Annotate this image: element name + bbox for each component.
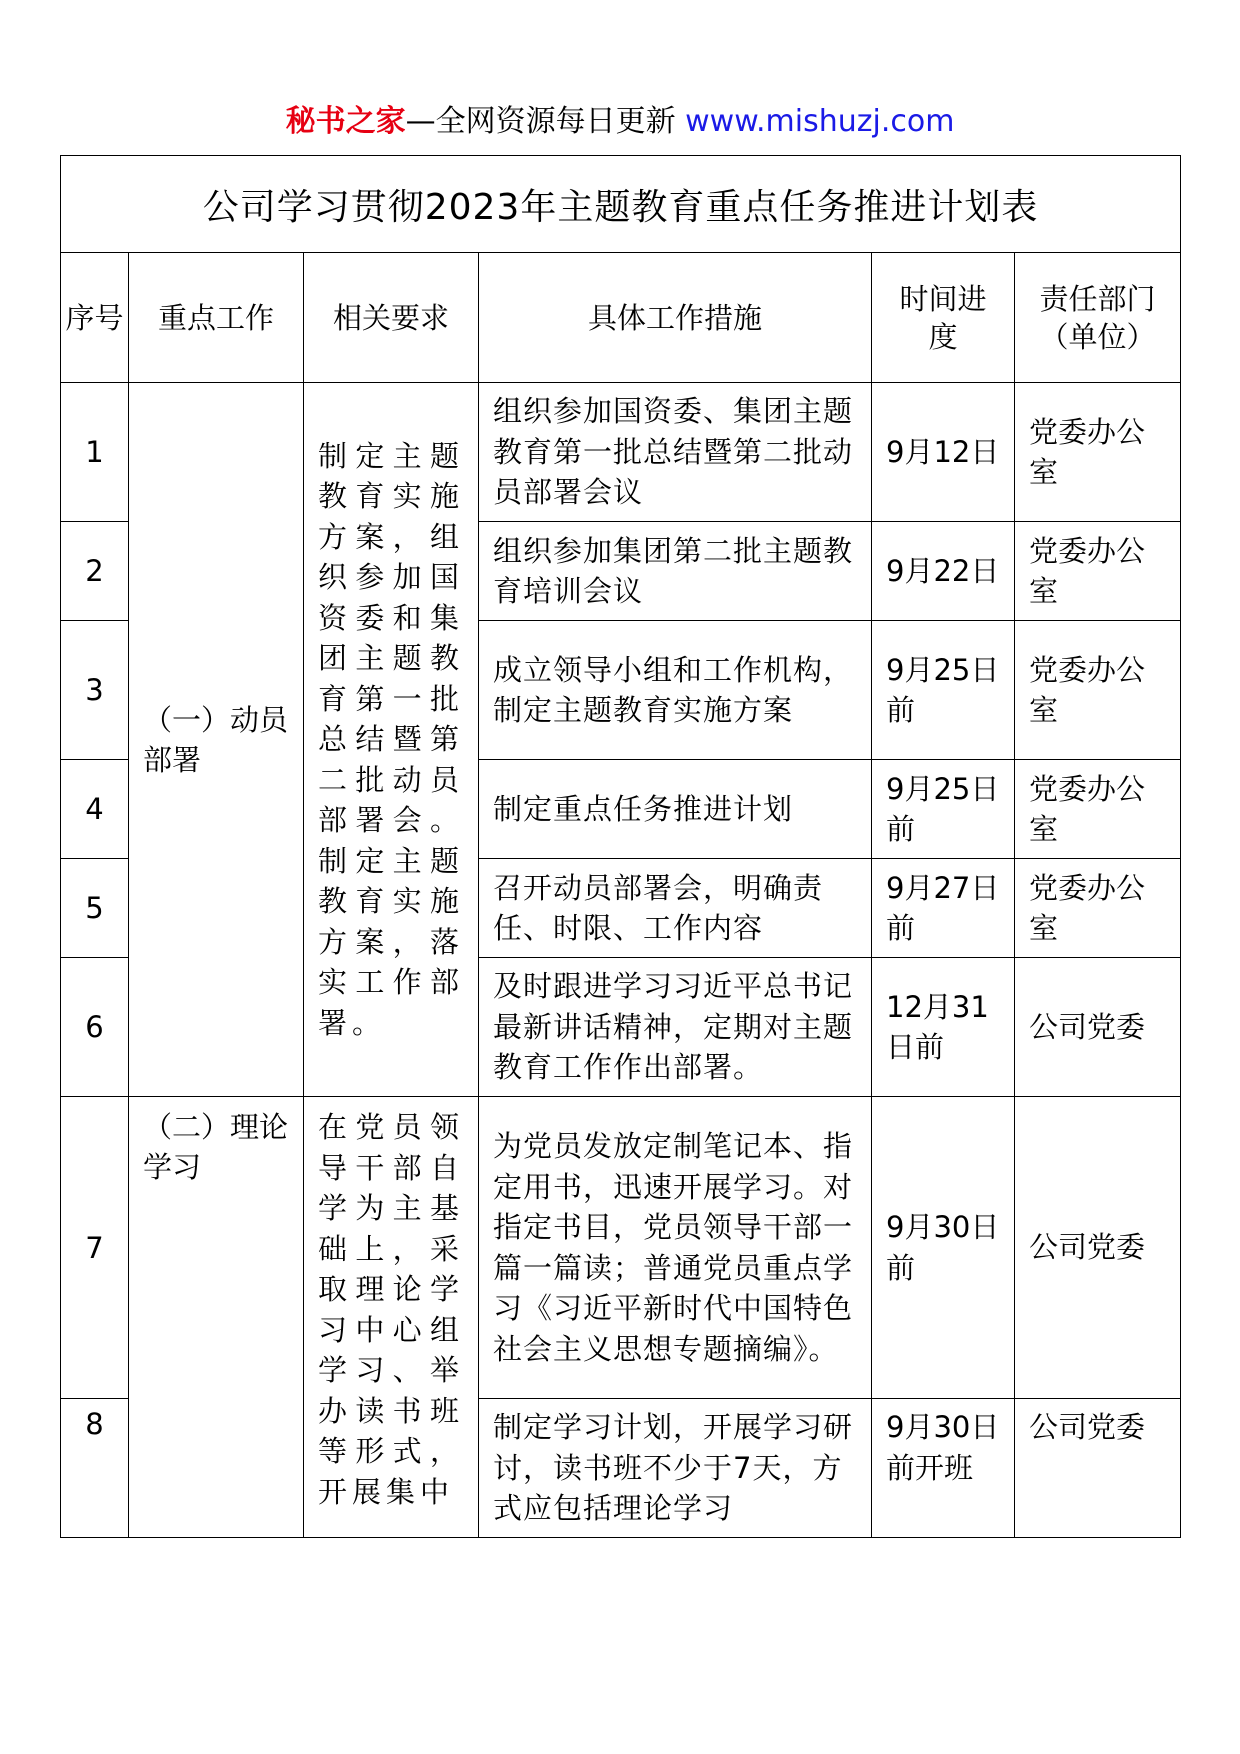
schedule-cell: 9月30日前开班 xyxy=(872,1399,1015,1538)
website-link[interactable]: www.mishuzj.com xyxy=(685,104,955,139)
category-cell: （一）动员部署 xyxy=(129,383,304,1097)
header-banner xyxy=(0,100,1240,144)
responsible-cell: 公司党委 xyxy=(1015,1399,1181,1538)
banner-slogan: —全网资源每日更新 xyxy=(405,104,686,139)
schedule-cell: 9月27日前 xyxy=(872,859,1015,958)
responsible-cell: 党委办公室 xyxy=(1015,383,1181,522)
table-header-row xyxy=(61,253,1181,383)
responsible-cell: 党委办公室 xyxy=(1015,522,1181,621)
task-plan-table xyxy=(60,155,1181,1538)
row-seq: 1 xyxy=(61,383,129,522)
row-seq: 3 xyxy=(61,621,129,760)
row-seq: 6 xyxy=(61,958,129,1097)
measure-cell: 成立领导小组和工作机构，制定主题教育实施方案 xyxy=(479,621,872,760)
category-cell: （二）理论学习 xyxy=(129,1097,304,1538)
measure-cell: 召开动员部署会，明确责任、时限、工作内容 xyxy=(479,859,872,958)
requirement-cell: 在党员领导干部自学为主基础上，采取理论学习中心组学习、举办读书班等形式，开展集中 xyxy=(304,1097,479,1538)
row-seq: 5 xyxy=(61,859,129,958)
header-seq: 序号 xyxy=(61,253,129,383)
row-seq: 8 xyxy=(61,1399,129,1538)
measure-cell: 组织参加国资委、集团主题教育第一批总结暨第二批动员部署会议 xyxy=(479,383,872,522)
header-requirements: 相关要求 xyxy=(304,253,479,383)
schedule-cell: 9月12日 xyxy=(872,383,1015,522)
row-seq: 2 xyxy=(61,522,129,621)
requirement-cell: 制定主题教育实施方案，组织参加国资委和集团主题教育第一批总结暨第二批动员部署会。制定主题教育实施方案，落实工作部署。 xyxy=(304,383,479,1097)
schedule-cell: 9月30日前 xyxy=(872,1097,1015,1399)
schedule-cell: 9月25日前 xyxy=(872,760,1015,859)
table-row xyxy=(61,383,1181,522)
header-key-work: 重点工作 xyxy=(129,253,304,383)
measure-cell: 组织参加集团第二批主题教育培训会议 xyxy=(479,522,872,621)
header-responsible: 责任部门（单位） xyxy=(1015,253,1181,383)
responsible-cell: 党委办公室 xyxy=(1015,621,1181,760)
row-seq: 7 xyxy=(61,1097,129,1399)
schedule-cell: 9月25日前 xyxy=(872,621,1015,760)
table-title: 公司学习贯彻2023年主题教育重点任务推进计划表 xyxy=(61,156,1181,253)
schedule-cell: 9月22日 xyxy=(872,522,1015,621)
header-schedule: 时间进度 xyxy=(872,253,1015,383)
responsible-cell: 党委办公室 xyxy=(1015,760,1181,859)
measure-cell: 制定学习计划，开展学习研讨，读书班不少于7天，方式应包括理论学习 xyxy=(479,1399,872,1538)
measure-cell: 制定重点任务推进计划 xyxy=(479,760,872,859)
responsible-cell: 公司党委 xyxy=(1015,958,1181,1097)
responsible-cell: 公司党委 xyxy=(1015,1097,1181,1399)
responsible-cell: 党委办公室 xyxy=(1015,859,1181,958)
schedule-cell: 12月31日前 xyxy=(872,958,1015,1097)
header-measures: 具体工作措施 xyxy=(479,253,872,383)
measure-cell: 为党员发放定制笔记本、指定用书，迅速开展学习。对指定书目，党员领导干部一篇一篇读；普通党员重点学习《习近平新时代中国特色社会主义思想专题摘编》。 xyxy=(479,1097,872,1399)
row-seq: 4 xyxy=(61,760,129,859)
measure-cell: 及时跟进学习习近平总书记最新讲话精神，定期对主题教育工作作出部署。 xyxy=(479,958,872,1097)
table-row xyxy=(61,1097,1181,1399)
brand-name: 秘书之家 xyxy=(285,104,406,139)
